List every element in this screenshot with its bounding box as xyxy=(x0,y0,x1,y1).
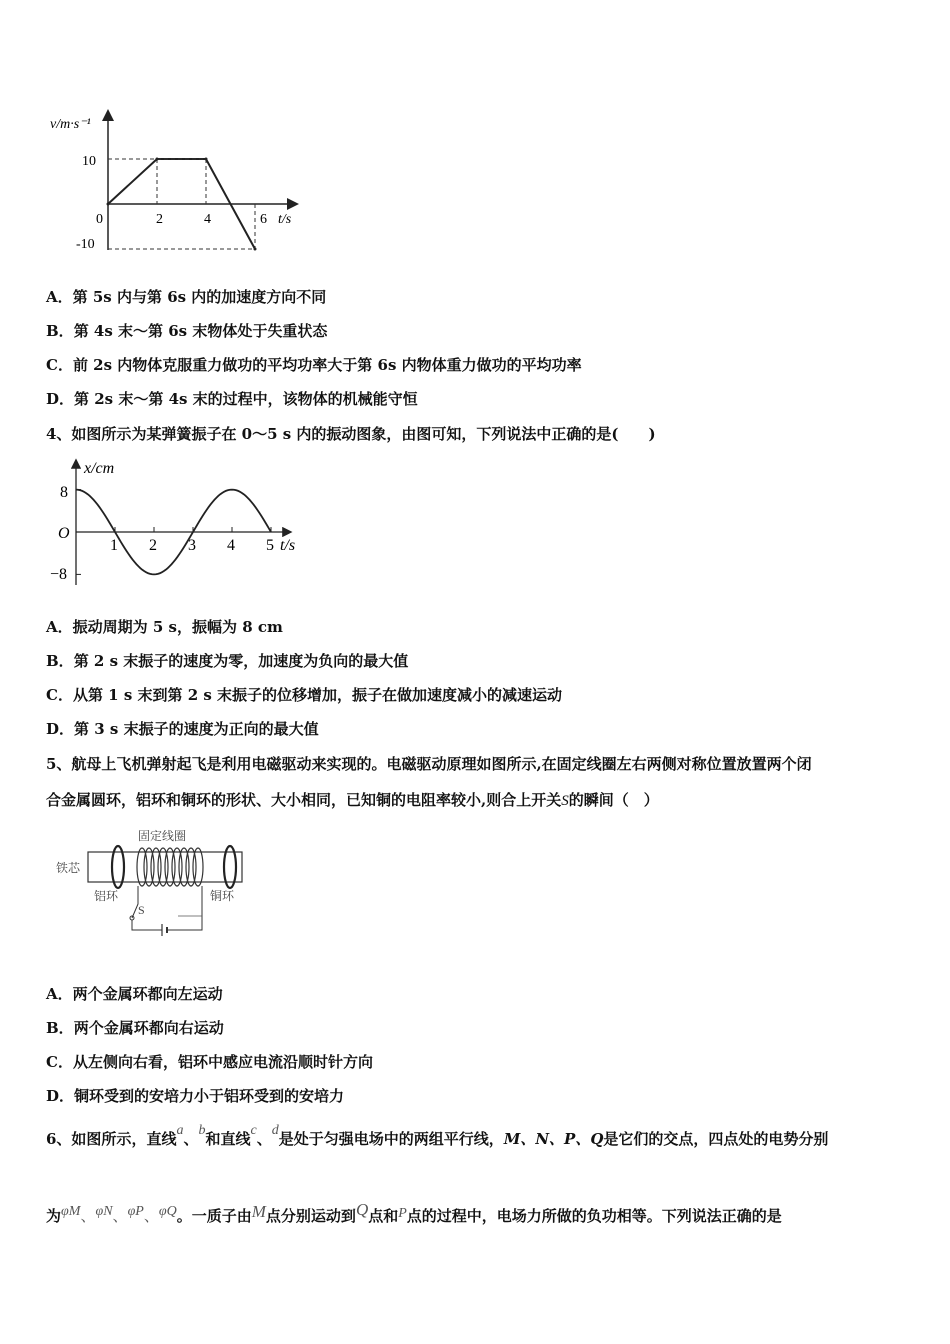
option-text: 第 2 s 末振子的速度为零，加速度为负向的最大值 xyxy=(73,652,409,670)
phi-p: φP xyxy=(127,1204,144,1219)
q4-option-d[interactable] xyxy=(46,718,319,739)
xt-ytick-neg8: −8 xyxy=(50,566,68,583)
q5-stem-text: 合金属圆环，铝环和铜环的形状、大小相同，已知铜的电阻率较小,则合上开关 xyxy=(46,791,562,809)
line-b: b xyxy=(198,1123,206,1138)
option-text: 第 2s 末～第 4s 末的过程中，该物体的机械能守恒 xyxy=(74,390,418,408)
option-text: 铜环受到的安培力小于铝环受到的安培力 xyxy=(74,1087,345,1105)
option-letter: B． xyxy=(46,652,74,670)
option-text: 第 3 s 末振子的速度为正向的最大值 xyxy=(74,720,319,738)
vt-xlabel: t/s xyxy=(278,212,292,227)
option-letter: A． xyxy=(46,985,73,1003)
xt-xtick-label: 5 xyxy=(266,537,274,554)
q5-option-b[interactable] xyxy=(46,1017,224,1038)
em-drive-figure xyxy=(52,826,252,946)
vt-xtick-2: 2 xyxy=(156,212,163,227)
q5-option-d[interactable] xyxy=(46,1085,344,1106)
q6-text: 。一质子由 xyxy=(176,1207,252,1225)
option-letter: A． xyxy=(46,288,73,306)
xt-xtick-label: 3 xyxy=(188,537,196,554)
q3-option-b[interactable] xyxy=(46,320,327,341)
fixed-coil xyxy=(137,848,203,886)
line-d: d xyxy=(271,1123,279,1138)
option-letter: B． xyxy=(46,322,74,340)
line-a: a xyxy=(176,1123,184,1138)
q5-option-c[interactable] xyxy=(46,1051,373,1072)
q5-stem-line1: 5、航母上飞机弹射起飞是利用电磁驱动来实现的。电磁驱动原理如图所示,在固定线圈左右两侧对称位置放置两个闭 xyxy=(46,755,812,773)
q6-text: 点分别运动到 xyxy=(265,1207,356,1225)
q4-option-b[interactable] xyxy=(46,650,408,671)
option-text: 第 5s 内与第 6s 内的加速度方向不同 xyxy=(72,288,327,306)
vt-point xyxy=(205,158,208,161)
option-letter: B． xyxy=(46,1019,74,1037)
vt-ytick-10: 10 xyxy=(82,154,96,169)
vt-ytick-neg10: -10 xyxy=(76,237,95,252)
q6-stem-line2 xyxy=(46,1200,782,1226)
point-q: Q xyxy=(355,1200,369,1219)
q6-text: 点的过程中，电场力所做的负功相等。下列说法正确的是 xyxy=(406,1207,782,1225)
phi-m: φM xyxy=(61,1204,81,1219)
q6-text: 、 xyxy=(80,1207,96,1225)
xt-ylabel: x/cm xyxy=(84,460,115,477)
xt-graph-figure xyxy=(46,455,316,590)
option-text: 第 4s 末～第 6s 末物体处于失重状态 xyxy=(73,322,328,340)
vt-point xyxy=(254,248,257,251)
option-letter: C． xyxy=(46,686,73,704)
q3-option-c[interactable] xyxy=(46,354,582,375)
option-letter: C． xyxy=(46,356,73,374)
xt-xlabel: t/s xyxy=(280,537,296,554)
option-letter: C． xyxy=(46,1053,73,1071)
q6-text: 、 xyxy=(256,1130,272,1148)
option-text: 两个金属环都向右运动 xyxy=(73,1019,224,1037)
option-text: 两个金属环都向左运动 xyxy=(72,985,223,1003)
q6-text: 、 xyxy=(143,1207,159,1225)
q6-text: 和直线 xyxy=(205,1130,251,1148)
option-text: 从第 1 s 末到第 2 s 末振子的位移增加，振子在做加速度减小的减速运动 xyxy=(72,686,563,704)
phi-q: φQ xyxy=(158,1204,177,1219)
vt-xtick-4: 4 xyxy=(204,212,211,227)
q6-text: 、 xyxy=(183,1130,199,1148)
option-letter: D． xyxy=(46,720,75,738)
option-text: 从左侧向右看，铝环中感应电流沿顺时针方向 xyxy=(72,1053,373,1071)
xt-origin: O xyxy=(58,525,70,542)
vt-point xyxy=(156,158,159,161)
q3-option-a[interactable] xyxy=(46,286,326,307)
option-letter: D． xyxy=(46,390,75,408)
option-text: 振动周期为 5 s，振幅为 8 cm xyxy=(72,618,283,636)
xt-graph xyxy=(46,455,316,590)
vt-point xyxy=(107,203,110,206)
vt-ylabel: v/m·s⁻¹ xyxy=(50,117,91,132)
coil-label: 固定线圈 xyxy=(138,829,187,843)
option-letter: A． xyxy=(46,618,73,636)
core-label: 铁芯 xyxy=(56,861,81,875)
q6-text: 为 xyxy=(46,1207,62,1225)
switch-label: S xyxy=(138,903,145,917)
line-c: c xyxy=(250,1123,257,1138)
q6-points: M、N、P、Q xyxy=(503,1130,604,1148)
q6-text: 6、如图所示，直线 xyxy=(46,1130,177,1148)
q6-stem-line1 xyxy=(46,1123,829,1149)
vt-graph xyxy=(46,108,306,258)
q5-stem-line2 xyxy=(46,789,659,810)
xt-xtick-label: 1 xyxy=(110,537,118,554)
q4-option-c[interactable] xyxy=(46,684,562,705)
q6-text: 是处于匀强电场中的两组平行线， xyxy=(278,1130,504,1148)
cu-ring-label: 铜环 xyxy=(210,889,235,903)
q6-text: 、 xyxy=(112,1207,128,1225)
vt-xtick-6: 6 xyxy=(260,212,267,227)
xt-xtick-label: 2 xyxy=(149,537,157,554)
xt-ytick-8: 8 xyxy=(60,484,68,501)
q4-stem: 4、如图所示为某弹簧振子在 0～5 s 内的振动图象，由图可知，下列说法中正确的是( ) xyxy=(46,425,656,443)
al-ring-label: 铝环 xyxy=(94,889,119,903)
q3-option-d[interactable] xyxy=(46,388,418,409)
switch-symbol: S xyxy=(561,793,569,809)
option-text: 前 2s 内物体克服重力做功的平均功率大于第 6s 内物体重力做功的平均功率 xyxy=(72,356,582,374)
phi-n: φN xyxy=(95,1204,113,1219)
vt-graph-figure xyxy=(46,108,306,258)
xt-xtick-label: 4 xyxy=(227,537,235,554)
q6-text: 是它们的交点，四点处的电势分别 xyxy=(603,1130,829,1148)
circuit-wire-bottom xyxy=(132,920,162,930)
point-p: P xyxy=(398,1206,407,1221)
q4-option-a[interactable] xyxy=(46,616,283,637)
q5-option-a[interactable] xyxy=(46,983,223,1004)
vt-xtick-0: 0 xyxy=(96,212,103,227)
point-m: M xyxy=(251,1202,266,1221)
option-letter: D． xyxy=(46,1087,75,1105)
circuit-wire-right xyxy=(167,886,202,930)
q5-stem-text: 的瞬间（ ） xyxy=(568,791,659,809)
em-drive-diagram xyxy=(52,826,252,946)
q6-text: 点和 xyxy=(368,1207,399,1225)
